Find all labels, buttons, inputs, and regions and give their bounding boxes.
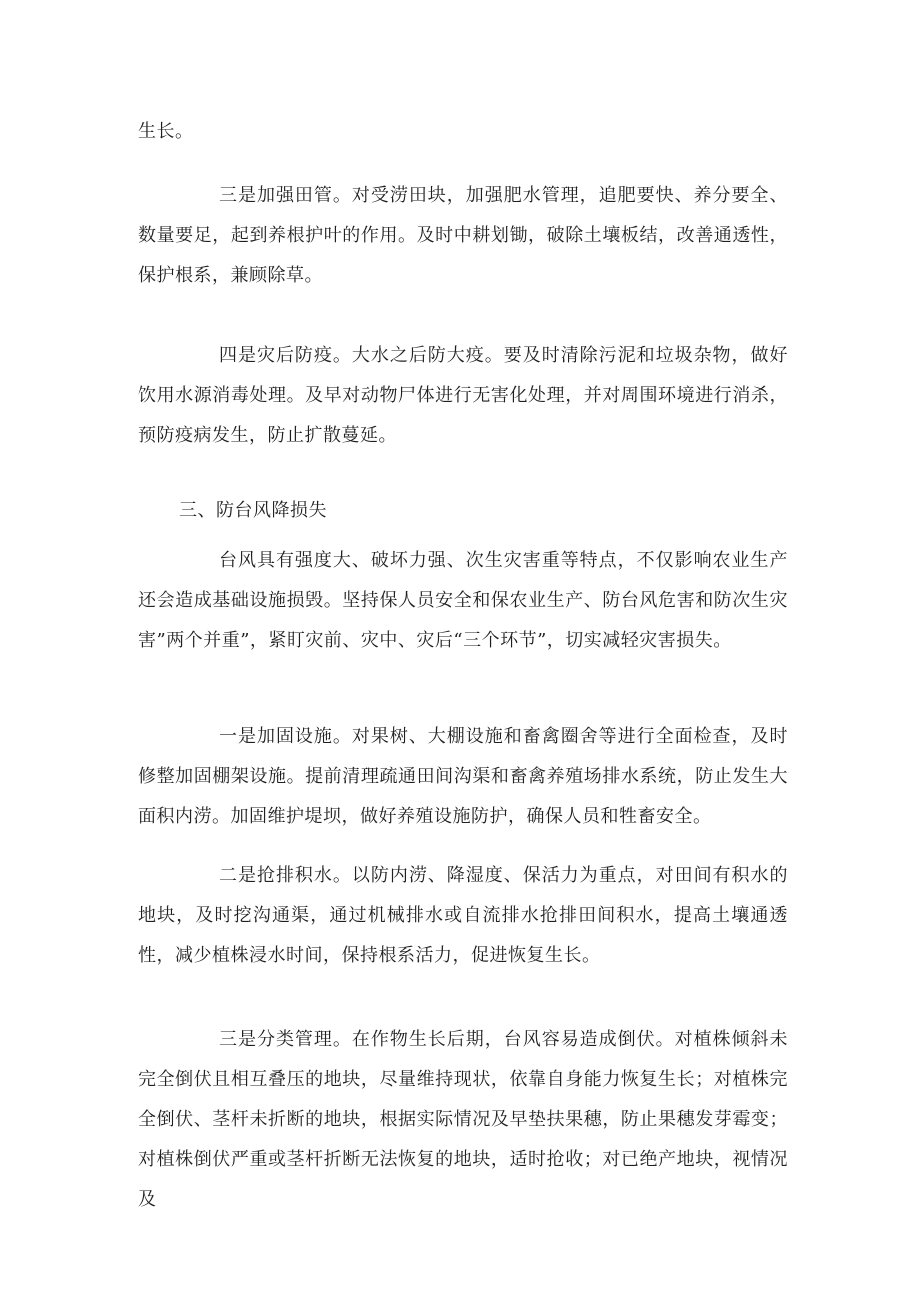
paragraph-reinforce-facilities: 一是加固设施。对果树、大棚设施和畜禽圈舍等进行全面检查，及时修整加固棚架设施。提前清理疏通田间沟渠和畜禽养殖场排水系统，防止发生大面积内涝。加固维护堤坝，做好养殖设施防护，确保人员和牲畜安全。 <box>138 726 788 827</box>
paragraph-continuation: 生长。 <box>138 121 194 142</box>
section-heading-typhoon: 三、防台风降损失 <box>179 500 327 521</box>
paragraph-typhoon-intro: 台风具有强度大、破坏力强、次生灾害重等特点，不仅影响农业生产还会造成基础设施损毁。坚持保人员安全和保农业生产、防台风危害和防次生灾害”两个并重”，紧盯灾前、灾中、灾后“三个环节”，切实减轻灾害损失。 <box>138 550 788 651</box>
paragraph-post-disaster-epidemic-prevention: 四是灾后防疫。大水之后防大疫。要及时清除污泥和垃圾杂物，做好饮用水源消毒处理。及早对动物尸体进行无害化处理，并对周围环境进行消杀，预防疫病发生，防止扩散蔓延。 <box>138 345 788 446</box>
paragraph-strengthen-field-management: 三是加强田管。对受涝田块，加强肥水管理，追肥要快、养分要全、数量要足，起到养根护叶的作用。及时中耕划锄，破除土壤板结，改善通透性，保护根系，兼顾除草。 <box>138 185 788 286</box>
paragraph-drain-water: 二是抢排积水。以防内涝、降湿度、保活力为重点，对田间有积水的地块，及时挖沟通渠，通过机械排水或自流排水抢排田间积水，提高土壤通透性，减少植株浸水时间，保持根系活力，促进恢复生长。 <box>138 865 788 966</box>
paragraph-classified-management: 三是分类管理。在作物生长后期，台风容易造成倒伏。对植株倾斜未完全倒伏且相互叠压的地块，尽量维持现状，依靠自身能力恢复生长；对植株完全倒伏、茎杆未折断的地块，根据实际情况及早垫扶果穗，防止果穗发芽霉变；对植株倒伏严重或茎杆折断无法恢复的地块，适时抢收；对已绝产地块，视情况及 <box>138 1029 788 1210</box>
